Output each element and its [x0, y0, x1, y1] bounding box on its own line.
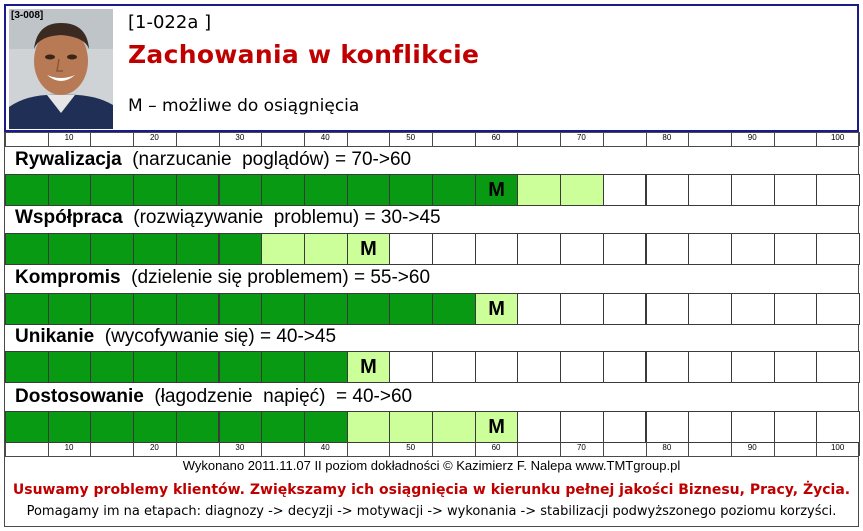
scale-bottom [5, 442, 859, 456]
scale-tick [389, 442, 390, 456]
bar-cell [560, 233, 604, 265]
bar-cell [389, 411, 433, 443]
bar-cell [389, 293, 433, 325]
bar-cell [347, 411, 391, 443]
scale-tick [774, 442, 775, 456]
scale-tick [560, 132, 561, 146]
row-label-kompromis [5, 266, 859, 291]
row-description: (wycofywanie się) = 40->45 [94, 326, 337, 347]
target-marker: M [488, 179, 505, 201]
bar-row-rywalizacja [5, 174, 859, 206]
scale-tick [517, 442, 518, 456]
bar-cell [731, 293, 775, 325]
bar-cell [688, 174, 732, 206]
bar-cell [603, 411, 647, 443]
scale-bottom-border [5, 456, 859, 457]
row-name: Dostosowanie [15, 386, 144, 407]
bar-cell [432, 233, 476, 265]
scale-tick [646, 132, 647, 146]
bar-cell [688, 351, 732, 383]
bar-cell [646, 174, 690, 206]
scale-tick-label: 100 [830, 443, 845, 452]
bar-cell [304, 233, 348, 265]
bar-cell [389, 174, 433, 206]
bar-cell [816, 293, 860, 325]
scale-tick-label: 40 [320, 133, 330, 142]
bar-cell [560, 293, 604, 325]
scale-tick [475, 442, 476, 456]
bar-cell [475, 351, 519, 383]
bar-cell [219, 411, 263, 443]
photo-code-label: [3-008] [11, 10, 44, 21]
bar-cell [432, 351, 476, 383]
scale-tick [688, 132, 689, 146]
bar-row-unikanie [5, 351, 859, 383]
target-marker: M [360, 238, 377, 260]
scale-tick-label: 90 [747, 133, 757, 142]
bar-cell [304, 293, 348, 325]
bar-cell [48, 174, 92, 206]
row-label-rywalizacja [5, 148, 859, 173]
scale-tick [48, 132, 49, 146]
bar-cell [133, 351, 177, 383]
bar-cell [816, 174, 860, 206]
scale-tick-label: 10 [64, 443, 74, 452]
scale-tick-label: 80 [662, 133, 672, 142]
scale-tick-label: 100 [830, 133, 845, 142]
scale-tick [176, 442, 177, 456]
scale-tick [688, 442, 689, 456]
bar-cell [517, 411, 561, 443]
scale-tick [475, 132, 476, 146]
scale-tick-label: 90 [747, 443, 757, 452]
scale-tick-label: 30 [235, 133, 245, 142]
bar-cell [90, 233, 134, 265]
bar-cell [688, 233, 732, 265]
bar-cell [731, 174, 775, 206]
bar-cell [517, 293, 561, 325]
bar-cell [133, 411, 177, 443]
bar-cell [5, 233, 49, 265]
bar-cell [560, 174, 604, 206]
bar-cell [176, 411, 220, 443]
bar-cell [432, 293, 476, 325]
row-name: Współpraca [15, 207, 123, 228]
scale-tick [133, 442, 134, 456]
bar-cell [432, 411, 476, 443]
page-title: Zachowania w konflikcie [128, 40, 480, 69]
bar-cell [48, 233, 92, 265]
bar-cell [261, 411, 305, 443]
bar-cell [646, 351, 690, 383]
bar-cell [517, 233, 561, 265]
bar-cell [176, 233, 220, 265]
row-label-wspolpraca [5, 206, 859, 231]
document-code: [1-022a ] [128, 12, 212, 33]
target-marker: M [360, 356, 377, 378]
bar-cell [731, 233, 775, 265]
scale-tick [603, 132, 604, 146]
scale-tick-label: 80 [662, 443, 672, 452]
bar-cell [475, 233, 519, 265]
bar-cell [261, 293, 305, 325]
scale-top [5, 132, 859, 146]
scale-tick-label: 70 [576, 443, 586, 452]
bar-cell [646, 233, 690, 265]
legend-subtitle: M – możliwe do osiągnięcia [128, 96, 360, 116]
scale-tick-label: 20 [149, 133, 159, 142]
footer-stages: Pomagamy im na etapach: diagnozy -> decyzji -> motywacji -> wykonania -> stabilizacji podwyższonego poziomu korzyści. [26, 504, 837, 519]
scale-tick [646, 442, 647, 456]
bar-cell [48, 351, 92, 383]
bar-cell [774, 174, 818, 206]
scale-tick-label: 70 [576, 133, 586, 142]
bar-cell [816, 233, 860, 265]
bar-row-wspolpraca [5, 233, 859, 265]
bar-cell [646, 411, 690, 443]
target-marker: M [488, 416, 505, 438]
bar-cell [133, 174, 177, 206]
bar-cell [176, 293, 220, 325]
scale-tick [603, 442, 604, 456]
scale-tick-label: 20 [149, 443, 159, 452]
scale-tick-label: 30 [235, 443, 245, 452]
bar-cell [133, 293, 177, 325]
bar-cell [432, 174, 476, 206]
portrait-photo [9, 9, 113, 129]
bar-cell [261, 174, 305, 206]
row-name: Rywalizacja [15, 149, 122, 170]
scale-tick [432, 132, 433, 146]
bar-cell [517, 351, 561, 383]
bar-cell [603, 293, 647, 325]
footer-slogan: Usuwamy problemy klientów. Zwiększamy ich osiągnięcia w kierunku pełnej jakości Biznesu, Pracy, Życia. [12, 482, 851, 498]
scale-tick [560, 442, 561, 456]
bar-cell [688, 293, 732, 325]
footer-credits: Wykonano 2011.11.07 II poziom dokładności © Kazimierz F. Nalepa www.TMTgroup.pl [182, 458, 681, 473]
scale-tick [90, 442, 91, 456]
bar-cell [688, 411, 732, 443]
bar-cell [5, 174, 49, 206]
scale-tick [219, 442, 220, 456]
bar-cell [219, 174, 263, 206]
scale-tick-label: 50 [406, 133, 416, 142]
bar-cell [5, 411, 49, 443]
bar-cell [48, 293, 92, 325]
bar-cell [90, 293, 134, 325]
row-name: Kompromis [15, 267, 121, 288]
bar-cell [48, 411, 92, 443]
scale-tick [816, 132, 817, 146]
bar-cell [731, 411, 775, 443]
scale-top-bottom-border [5, 146, 859, 147]
bar-cell [774, 351, 818, 383]
scale-tick [347, 132, 348, 146]
scale-tick-label: 10 [64, 133, 74, 142]
bar-cell [731, 351, 775, 383]
scale-tick-label: 50 [406, 443, 416, 452]
bar-cell [90, 411, 134, 443]
bar-cell [347, 174, 391, 206]
bar-cell [475, 293, 519, 325]
bar-cell [774, 411, 818, 443]
scale-tick [176, 132, 177, 146]
scale-tick [5, 442, 6, 456]
bar-cell [475, 174, 519, 206]
scale-tick-label: 60 [491, 133, 501, 142]
scale-tick [261, 442, 262, 456]
scale-tick [859, 132, 860, 146]
bar-cell [816, 411, 860, 443]
bar-cell [475, 411, 519, 443]
bar-cell [774, 233, 818, 265]
row-description: (łagodzenie napięć) = 40->60 [143, 386, 413, 407]
row-name: Unikanie [15, 326, 95, 347]
bar-cell [219, 351, 263, 383]
scale-tick-label: 60 [491, 443, 501, 452]
portrait-image [9, 9, 113, 129]
bar-cell [5, 351, 49, 383]
bar-cell [90, 174, 134, 206]
scale-tick [304, 132, 305, 146]
scale-tick [48, 442, 49, 456]
row-description: (dzielenie się problemem) = 55->60 [120, 267, 431, 288]
bar-cell [389, 351, 433, 383]
bar-cell [603, 351, 647, 383]
bar-cell [219, 293, 263, 325]
bar-row-kompromis [5, 293, 859, 325]
bar-cell [219, 233, 263, 265]
scale-tick [517, 132, 518, 146]
bar-cell [347, 233, 391, 265]
bar-cell [646, 293, 690, 325]
bar-cell [90, 351, 134, 383]
scale-tick [304, 442, 305, 456]
bar-cell [774, 293, 818, 325]
row-description: (narzucanie poglądów) = 70->60 [121, 149, 412, 170]
bar-cell [176, 351, 220, 383]
scale-tick [261, 132, 262, 146]
scale-tick [859, 442, 860, 456]
bar-cell [304, 411, 348, 443]
scale-tick [5, 132, 6, 146]
bar-cell [603, 233, 647, 265]
scale-tick [731, 132, 732, 146]
bar-cell [176, 174, 220, 206]
bar-cell [560, 411, 604, 443]
bar-row-dostosowanie [5, 411, 859, 443]
target-marker: M [488, 298, 505, 320]
bar-cell [347, 293, 391, 325]
row-label-dostosowanie [5, 385, 859, 410]
bar-cell [5, 293, 49, 325]
bar-cell [347, 351, 391, 383]
scale-tick [731, 442, 732, 456]
scale-tick [90, 132, 91, 146]
scale-tick-label: 40 [320, 443, 330, 452]
bar-cell [304, 174, 348, 206]
scale-tick [347, 442, 348, 456]
row-description: (rozwiązywanie problemu) = 30->45 [122, 207, 441, 228]
row-label-unikanie [5, 325, 859, 350]
scale-tick [432, 442, 433, 456]
scale-tick [389, 132, 390, 146]
scale-tick [219, 132, 220, 146]
bar-cell [261, 233, 305, 265]
scale-tick [774, 132, 775, 146]
bar-cell [517, 174, 561, 206]
header-panel [4, 4, 859, 132]
bar-cell [560, 351, 604, 383]
bar-cell [133, 233, 177, 265]
bar-cell [304, 351, 348, 383]
scale-tick [133, 132, 134, 146]
scale-tick [816, 442, 817, 456]
bar-cell [261, 351, 305, 383]
bar-cell [816, 351, 860, 383]
bar-cell [603, 174, 647, 206]
bar-cell [389, 233, 433, 265]
